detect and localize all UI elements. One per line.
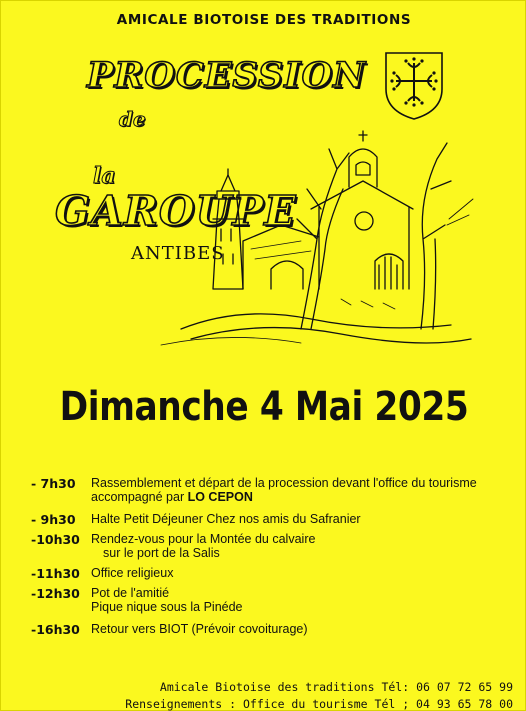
schedule-line: Pique nique sous la Pinéde xyxy=(91,600,243,614)
schedule-line: Rendez-vous pour la Montée du calvaire xyxy=(91,532,316,546)
schedule-description xyxy=(91,512,361,526)
title-town: ANTIBES xyxy=(131,243,225,264)
organization-header: AMICALE BIOTOISE DES TRADITIONS xyxy=(116,12,412,28)
schedule-line: accompagné par xyxy=(91,490,188,504)
title-de: de xyxy=(119,107,146,131)
schedule-line: Office religieux xyxy=(91,566,174,580)
footer-info: Renseignements : Office du tourisme Tél ; 04 93 65 78 00 xyxy=(125,697,513,711)
schedule-line: sur le port de la Salis xyxy=(103,546,220,560)
title-procession: PROCESSION xyxy=(87,55,367,96)
schedule-description xyxy=(91,566,173,580)
schedule-description xyxy=(91,586,243,614)
occitan-cross-crest-icon xyxy=(382,49,446,121)
schedule-time: -12h30 xyxy=(31,586,80,601)
footer-contact: Amicale Biotoise des traditions Tél: 06 07 72 65 99 xyxy=(159,680,513,694)
schedule-line: Rassemblement et départ de la procession devant l'office du tourisme xyxy=(91,476,477,490)
schedule-time: - 9h30 xyxy=(31,512,76,527)
schedule-time: - 7h30 xyxy=(31,476,76,491)
schedule-time: -16h30 xyxy=(31,622,80,637)
band-name: LO CEPON xyxy=(187,490,253,504)
event-date: Dimanche 4 Mai 2025 xyxy=(59,384,469,430)
schedule-time: -11h30 xyxy=(31,566,80,581)
title-garoupe: GAROUPE xyxy=(55,187,297,235)
schedule-description xyxy=(91,622,308,636)
schedule-line: Pot de l'amitié xyxy=(91,586,170,600)
schedule-description xyxy=(91,532,315,560)
schedule-description xyxy=(91,476,477,504)
schedule-line: Halte Petit Déjeuner Chez nos amis du Safranier xyxy=(91,512,361,526)
chapel-lighthouse-drawing xyxy=(151,129,481,349)
title-la: la xyxy=(93,163,116,189)
schedule-line: Retour vers BIOT (Prévoir covoiturage) xyxy=(91,622,308,636)
schedule-time: -10h30 xyxy=(31,532,80,547)
